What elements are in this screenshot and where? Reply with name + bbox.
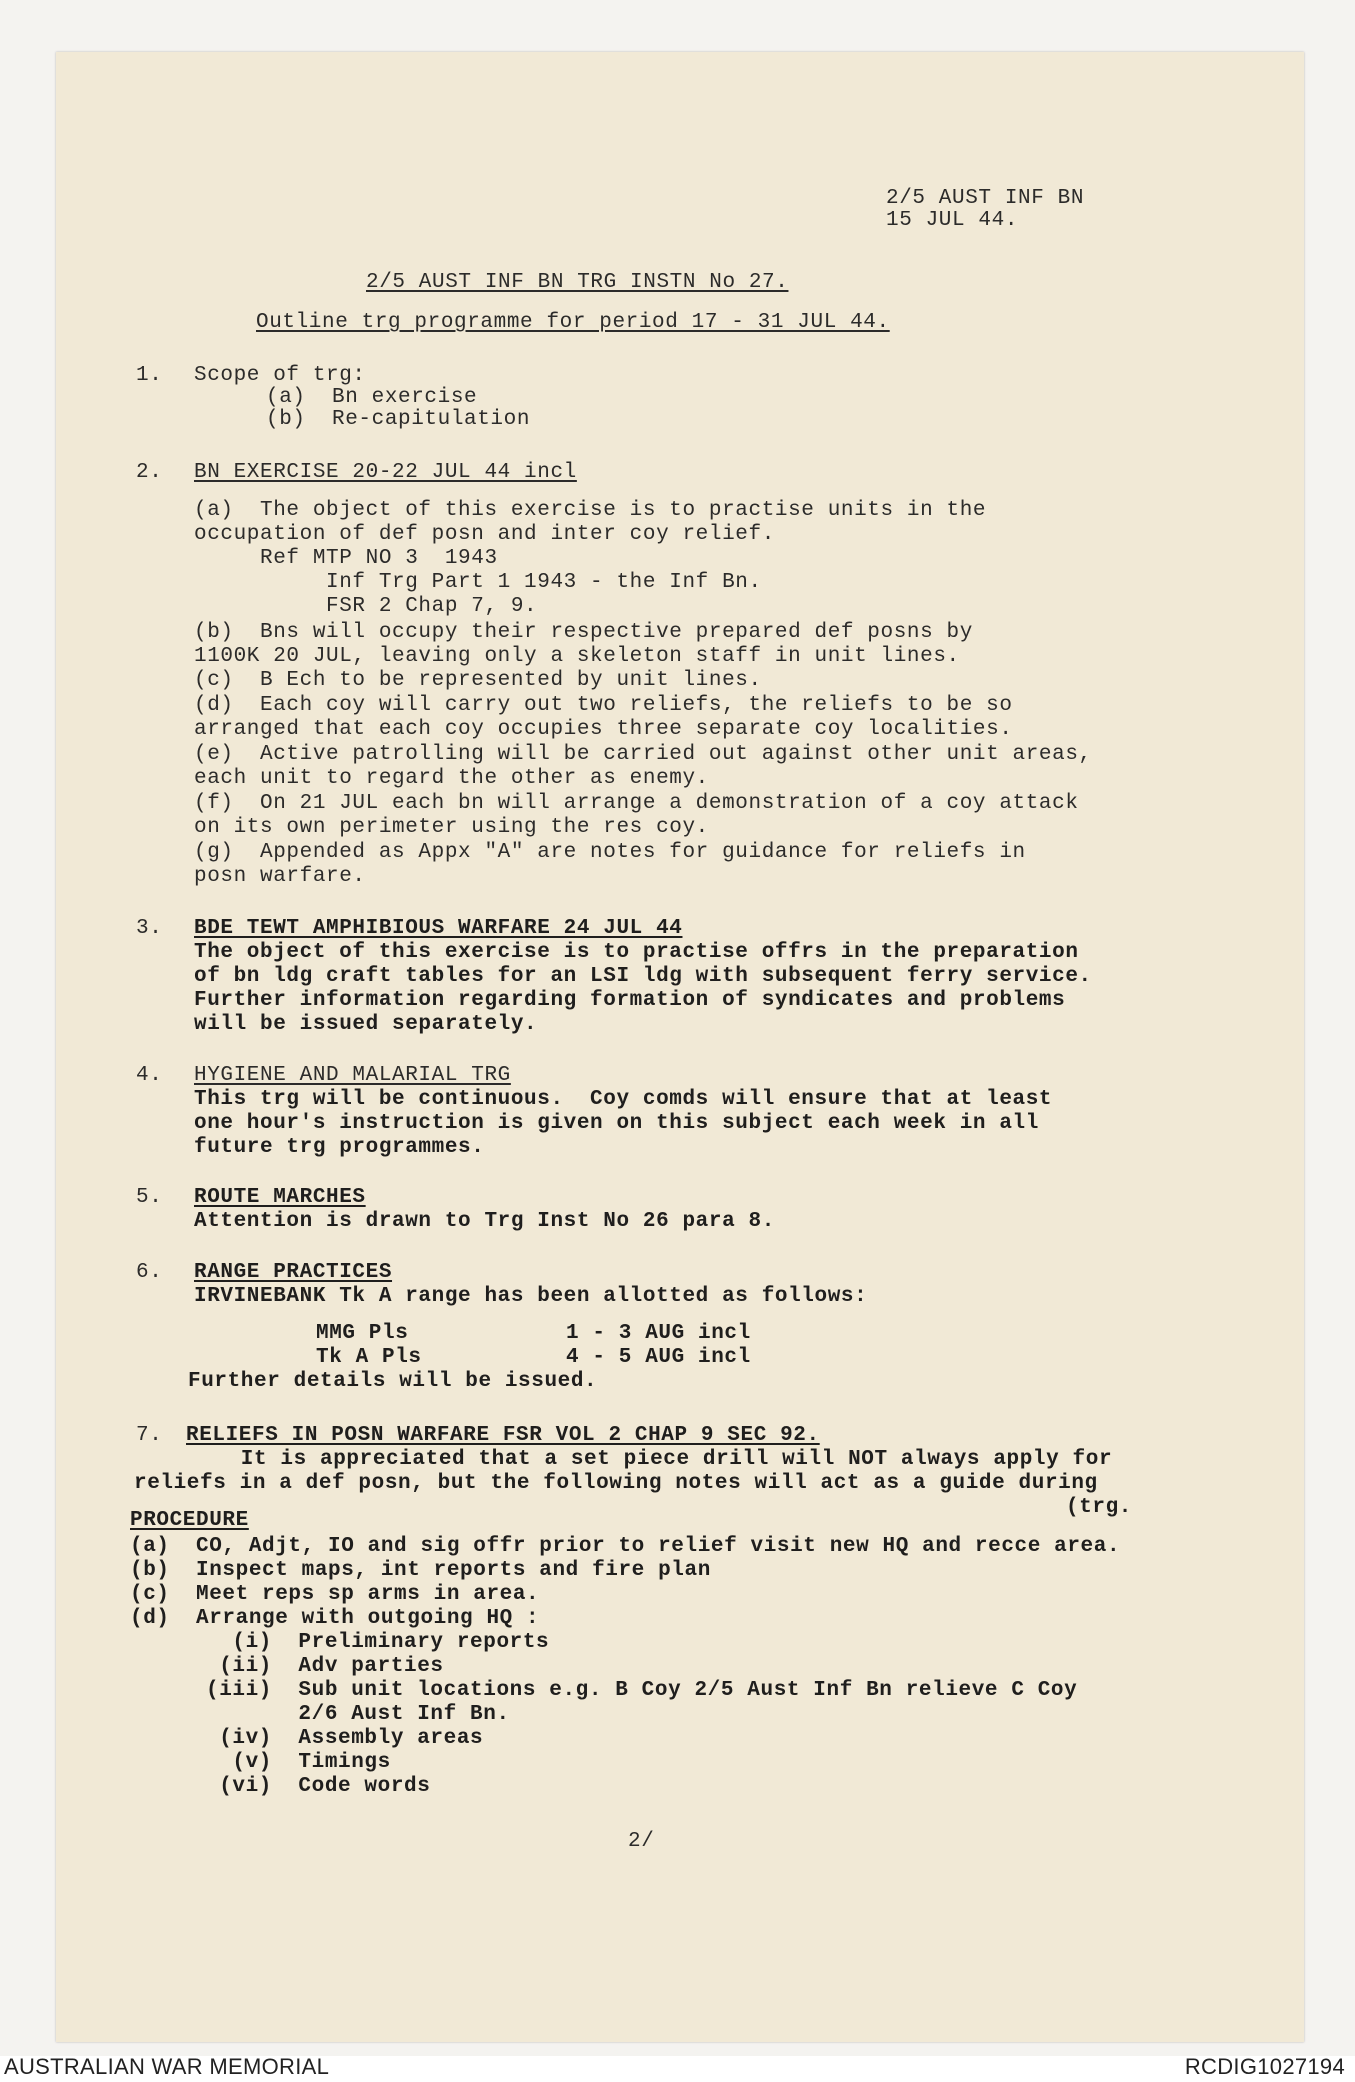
procedure-subitem: 2/6 Aust Inf Bn. (206, 1703, 510, 1726)
sec6-row-when: 4 - 5 AUG incl (566, 1346, 751, 1369)
document-page (56, 52, 1304, 2042)
sec3-line: of bn ldg craft tables for an LSI ldg with subsequent ferry service. (194, 965, 1092, 988)
procedure-item: (a) CO, Adjt, IO and sig offr prior to relief visit new HQ and recce area. (130, 1535, 1121, 1558)
sec3-line: Further information regarding formation of syndicates and problems (194, 989, 1066, 1012)
sec2-line: on its own perimeter using the res coy. (194, 816, 709, 839)
sec2-line: Inf Trg Part 1 1943 - the Inf Bn. (194, 571, 762, 594)
sec1-item-b: (b) Re-capitulation (266, 408, 531, 431)
header-unit: 2/5 AUST INF BN (886, 187, 1085, 210)
header-date: 15 JUL 44. (886, 209, 1019, 232)
sec7-number: 7. (136, 1424, 163, 1447)
sec4-number: 4. (136, 1064, 163, 1087)
procedure-subitem: (i) Preliminary reports (206, 1631, 550, 1654)
sec3-heading: BDE TEWT AMPHIBIOUS WARFARE 24 JUL 44 (194, 917, 683, 940)
sec2-line: arranged that each coy occupies three separate coy localities. (194, 718, 1013, 741)
sec7-line: It is appreciated that a set piece drill will NOT always apply for (188, 1448, 1113, 1471)
sec4-line: This trg will be continuous. Coy comds will ensure that at least (194, 1088, 1053, 1111)
procedure-subitem: (ii) Adv parties (206, 1655, 444, 1678)
sec5-line: Attention is drawn to Trg Inst No 26 para 8. (194, 1210, 775, 1233)
sec2-line: (a) The object of this exercise is to practise units in the (194, 499, 987, 522)
procedure-subitem: (vi) Code words (206, 1775, 431, 1798)
sec2-line: (c) B Ech to be represented by unit lines. (194, 669, 762, 692)
sec7-heading: RELIEFS IN POSN WARFARE FSR VOL 2 CHAP 9 SEC 92. (186, 1424, 820, 1447)
procedure-heading: PROCEDURE (130, 1509, 249, 1532)
sec2-line: posn warfare. (194, 865, 366, 888)
sec2-heading: BN EXERCISE 20-22 JUL 44 incl (194, 461, 577, 484)
page-continuation: 2/ (628, 1830, 655, 1853)
sec7-line: reliefs in a def posn, but the following notes will act as a guide during (134, 1472, 1098, 1495)
sec6-intro: IRVINEBANK Tk A range has been allotted as follows: (194, 1285, 868, 1308)
sec2-line: each unit to regard the other as enemy. (194, 767, 709, 790)
sec5-number: 5. (136, 1186, 163, 1209)
sec5-heading: ROUTE MARCHES (194, 1186, 366, 1209)
sec1-number: 1. (136, 364, 163, 387)
footer-archive-name: AUSTRALIAN WAR MEMORIAL (4, 2054, 330, 2079)
procedure-subitem: (v) Timings (206, 1751, 391, 1774)
sec2-line: (b) Bns will occupy their respective prepared def posns by (194, 621, 973, 644)
sec4-line: future trg programmes. (194, 1136, 485, 1159)
sec2-line: Ref MTP NO 3 1943 (194, 547, 498, 570)
sec6-row-who: MMG Pls (316, 1322, 409, 1345)
sec7-trg: (trg. (1066, 1496, 1133, 1519)
procedure-item: (d) Arrange with outgoing HQ : (130, 1607, 540, 1630)
sec4-line: one hour's instruction is given on this subject each week in all (194, 1112, 1039, 1135)
sec6-number: 6. (136, 1261, 163, 1284)
sec2-line: 1100K 20 JUL, leaving only a skeleton staff in unit lines. (194, 645, 960, 668)
sec2-line: (d) Each coy will carry out two reliefs, the reliefs to be so (194, 694, 1013, 717)
sec3-line: The object of this exercise is to practise offrs in the preparation (194, 941, 1079, 964)
footer-record-id: RCDIG1027194 (1184, 2054, 1345, 2079)
sec6-row-when: 1 - 3 AUG incl (566, 1322, 751, 1345)
sec4-heading: HYGIENE AND MALARIAL TRG (194, 1064, 511, 1087)
procedure-subitem: (iii) Sub unit locations e.g. B Coy 2/5 Aust Inf Bn relieve C Coy (206, 1679, 1078, 1702)
sec6-row-who: Tk A Pls (316, 1346, 422, 1369)
sec2-line: (g) Appended as Appx "A" are notes for guidance for reliefs in (194, 841, 1026, 864)
sec2-line: (e) Active patrolling will be carried out against other unit areas, (194, 743, 1092, 766)
document-title: 2/5 AUST INF BN TRG INSTN No 27. (366, 271, 789, 294)
procedure-subitem: (iv) Assembly areas (206, 1727, 484, 1750)
sec1-item-a: (a) Bn exercise (266, 386, 478, 409)
sec2-line: FSR 2 Chap 7, 9. (194, 595, 538, 618)
document-subtitle: Outline trg programme for period 17 - 31 JUL 44. (256, 311, 890, 334)
sec2-line: (f) On 21 JUL each bn will arrange a demonstration of a coy attack (194, 792, 1079, 815)
sec2-line: occupation of def posn and inter coy relief. (194, 523, 775, 546)
sec3-line: will be issued separately. (194, 1013, 538, 1036)
procedure-item: (c) Meet reps sp arms in area. (130, 1583, 540, 1606)
sec1-heading: Scope of trg: (194, 364, 366, 387)
sec6-outro: Further details will be issued. (188, 1370, 598, 1393)
procedure-item: (b) Inspect maps, int reports and fire plan (130, 1559, 711, 1582)
sec6-heading: RANGE PRACTICES (194, 1261, 393, 1284)
sec3-number: 3. (136, 917, 163, 940)
sec2-number: 2. (136, 461, 163, 484)
